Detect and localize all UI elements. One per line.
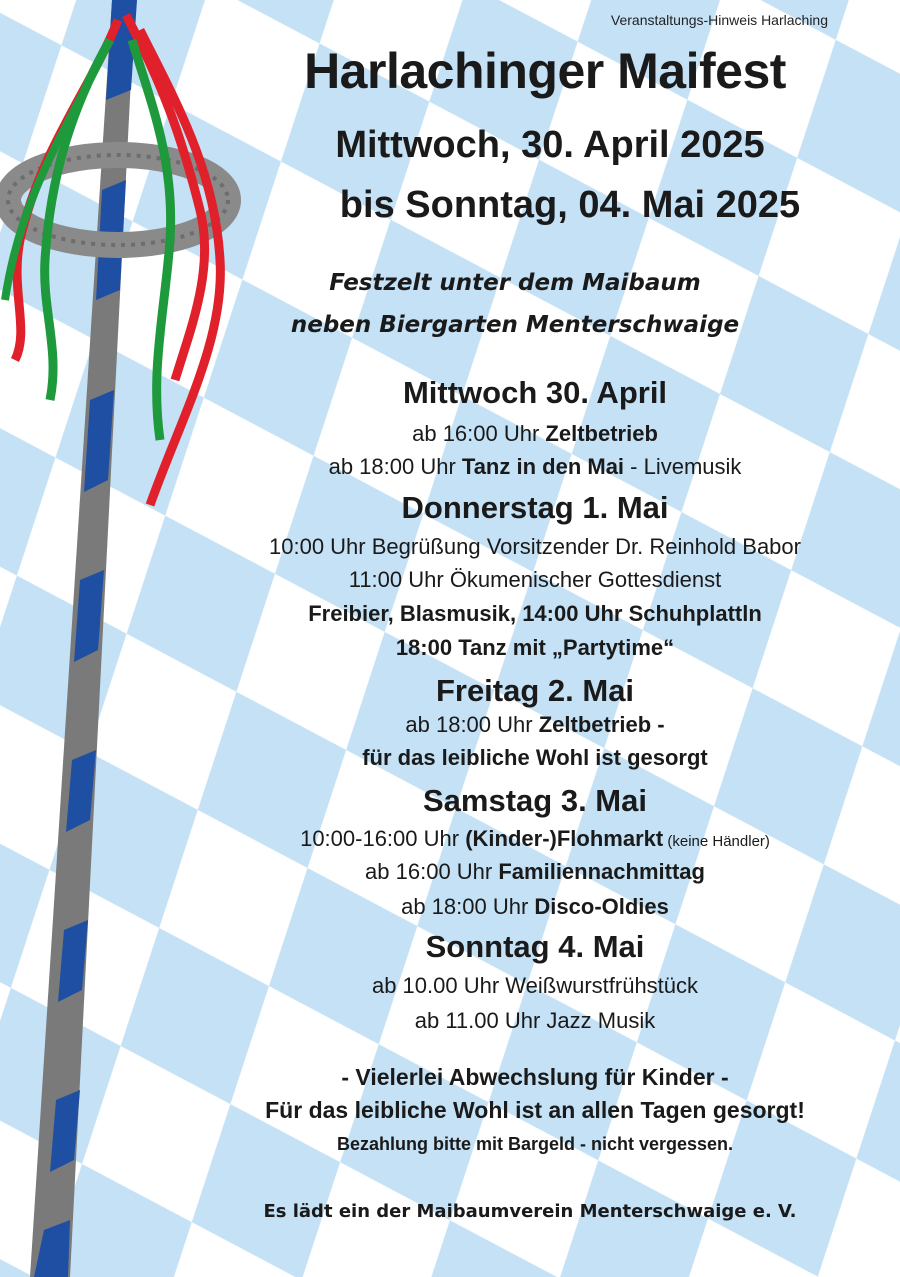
day-heading-friday: Freitag 2. Mai <box>435 673 635 708</box>
schedule-line: ab 16:00 Uhr Zeltbetrieb <box>412 421 658 446</box>
schedule-line: ab 11.00 Uhr Jazz Musik <box>414 1008 656 1033</box>
day-heading-wednesday: Mittwoch 30. April <box>402 375 668 410</box>
schedule-line: 10:00-16:00 Uhr (Kinder-)Flohmarkt (keine Händler) <box>300 826 770 851</box>
location-line-1: Festzelt unter dem Maibaum <box>329 270 701 296</box>
note-payment: Bezahlung bitte mit Bargeld - nicht vergessen. <box>336 1134 734 1154</box>
day-heading-sunday: Sonntag 4. Mai <box>425 929 645 964</box>
date-to: bis Sonntag, 04. Mai 2025 <box>339 184 801 226</box>
poster-title: Harlachinger Maifest <box>304 43 786 99</box>
schedule-line: ab 18:00 Uhr Disco-Oldies <box>401 894 669 919</box>
note-kids: - Vielerlei Abwechslung für Kinder - <box>341 1064 729 1090</box>
schedule-line: ab 18:00 Uhr Tanz in den Mai - Livemusik <box>328 454 742 479</box>
schedule-line: 18:00 Tanz mit „Partytime“ <box>395 635 675 660</box>
schedule-line: ab 16:00 Uhr Familiennachmittag <box>365 859 705 884</box>
schedule-line: Freibier, Blasmusik, 14:00 Uhr Schuhplattln <box>308 601 762 626</box>
schedule-line: ab 18:00 Uhr Zeltbetrieb - <box>405 712 665 737</box>
day-heading-saturday: Samstag 3. Mai <box>423 783 647 818</box>
schedule-line: für das leibliche Wohl ist gesorgt <box>362 745 708 770</box>
location-line-2: neben Biergarten Menterschwaige <box>290 312 740 338</box>
date-from: Mittwoch, 30. April 2025 <box>335 124 765 166</box>
schedule-line: 11:00 Uhr Ökumenischer Gottesdienst <box>348 567 722 592</box>
host-line: Es lädt ein der Maibaumverein Menterschwaige e. V. <box>263 1201 797 1222</box>
day-heading-thursday: Donnerstag 1. Mai <box>401 490 669 525</box>
schedule-line: ab 10.00 Uhr Weißwurstfrühstück <box>371 973 699 998</box>
note-food: Für das leibliche Wohl ist an allen Tagen gesorgt! <box>265 1097 805 1123</box>
event-hint: Veranstaltungs-Hinweis Harlaching <box>610 12 828 28</box>
schedule-line: 10:00 Uhr Begrüßung Vorsitzender Dr. Reinhold Babor <box>269 534 801 559</box>
